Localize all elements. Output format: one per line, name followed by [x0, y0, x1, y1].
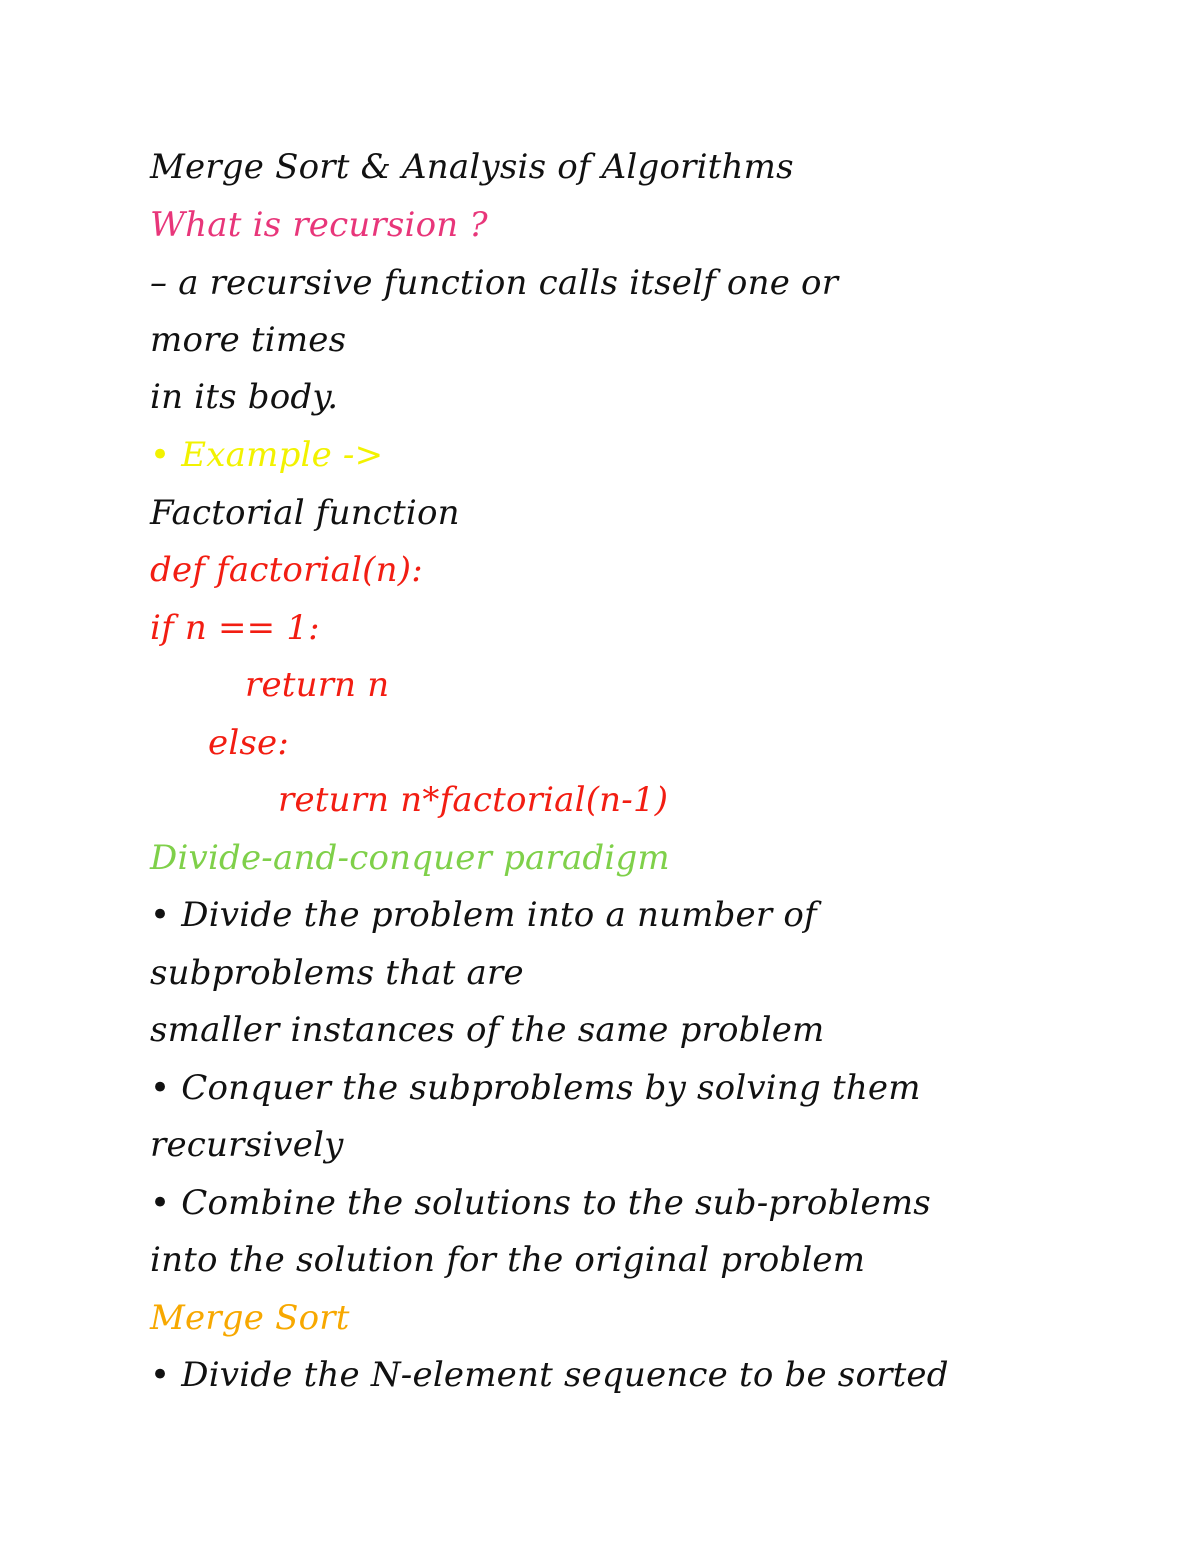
factorial-heading: Factorial function — [150, 493, 460, 533]
bullet-conquer-line: • Conquer the subproblems by solving them — [150, 1068, 921, 1108]
recursion-definition-line: more times — [150, 320, 347, 360]
bullet-divide-line: • Divide the problem into a number of — [150, 895, 817, 935]
code-line: return n — [245, 665, 390, 705]
divide-and-conquer-heading: Divide-and-conquer paradigm — [150, 838, 670, 878]
bullet-merge-divide-line: • Divide the N-element sequence to be sorted — [150, 1355, 949, 1395]
bullet-conquer-line: recursively — [150, 1125, 344, 1165]
bullet-combine-line: into the solution for the original problem — [150, 1240, 866, 1280]
recursion-heading: What is recursion ? — [150, 205, 488, 245]
example-label: • Example -> — [150, 435, 384, 475]
bullet-divide-line: smaller instances of the same problem — [150, 1010, 825, 1050]
merge-sort-heading: Merge Sort — [150, 1298, 350, 1338]
code-line: if n == 1: — [150, 608, 320, 648]
code-line: def factorial(n): — [150, 550, 423, 590]
code-line: return n*factorial(n-1) — [278, 780, 669, 820]
code-line: else: — [208, 723, 290, 763]
document-title: Merge Sort & Analysis of Algorithms — [150, 147, 794, 187]
bullet-combine-line: • Combine the solutions to the sub-problems — [150, 1183, 931, 1223]
recursion-definition-line: in its body. — [150, 377, 339, 417]
recursion-definition-line: – a recursive function calls itself one or — [150, 263, 839, 303]
bullet-divide-line: subproblems that are — [150, 953, 524, 993]
